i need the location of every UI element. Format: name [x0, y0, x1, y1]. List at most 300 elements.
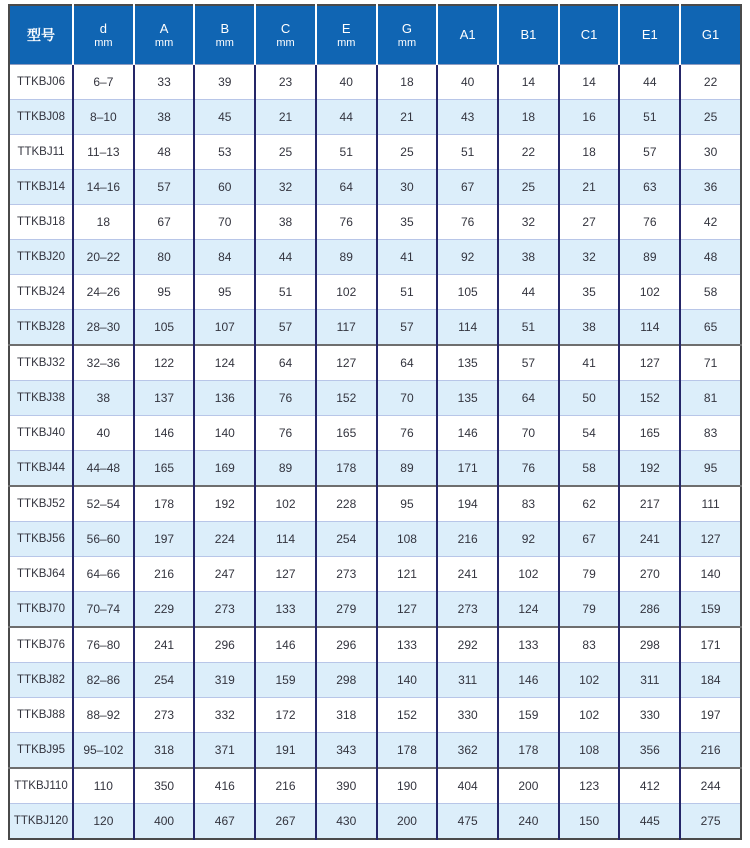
- value-cell-A1: 76: [437, 205, 498, 240]
- value-cell-G: 200: [377, 804, 438, 840]
- value-cell-E1: 76: [619, 205, 680, 240]
- model-cell: TTKBJ28: [9, 310, 73, 346]
- value-cell-G1: 30: [680, 135, 741, 170]
- col-header-unit: mm: [215, 36, 234, 49]
- value-cell-A: 197: [134, 522, 195, 557]
- value-cell-A1: 171: [437, 451, 498, 487]
- value-cell-B: 136: [194, 381, 255, 416]
- value-cell-G1: 81: [680, 381, 741, 416]
- value-cell-A1: 330: [437, 698, 498, 733]
- table-row: [9, 733, 741, 769]
- value-cell-G: 95: [377, 486, 438, 522]
- table-row: [9, 451, 741, 487]
- value-cell-C1: 18: [559, 135, 620, 170]
- value-cell-G: 133: [377, 627, 438, 663]
- table-row: [9, 275, 741, 310]
- value-cell-d: 76–80: [73, 627, 134, 663]
- value-cell-E: 117: [316, 310, 377, 346]
- value-cell-G: 152: [377, 698, 438, 733]
- value-cell-d: 110: [73, 768, 134, 804]
- model-cell: TTKBJ40: [9, 416, 73, 451]
- value-cell-E1: 192: [619, 451, 680, 487]
- value-cell-E1: 51: [619, 100, 680, 135]
- value-cell-C: 51: [255, 275, 316, 310]
- value-cell-G1: 65: [680, 310, 741, 346]
- value-cell-E1: 311: [619, 663, 680, 698]
- table-row: [9, 100, 741, 135]
- value-cell-C: 38: [255, 205, 316, 240]
- table-row: [9, 310, 741, 346]
- col-header-C: [255, 5, 316, 65]
- value-cell-d: 70–74: [73, 592, 134, 628]
- value-cell-G1: 127: [680, 522, 741, 557]
- value-cell-G: 18: [377, 65, 438, 100]
- value-cell-A: 165: [134, 451, 195, 487]
- value-cell-G1: 48: [680, 240, 741, 275]
- value-cell-A: 80: [134, 240, 195, 275]
- value-cell-C1: 21: [559, 170, 620, 205]
- table-header: [9, 5, 741, 65]
- value-cell-C1: 102: [559, 698, 620, 733]
- value-cell-E: 273: [316, 557, 377, 592]
- value-cell-E: 228: [316, 486, 377, 522]
- value-cell-C: 23: [255, 65, 316, 100]
- value-cell-E1: 330: [619, 698, 680, 733]
- value-cell-C: 102: [255, 486, 316, 522]
- value-cell-A1: 311: [437, 663, 498, 698]
- model-cell: TTKBJ24: [9, 275, 73, 310]
- value-cell-E: 430: [316, 804, 377, 840]
- col-header-unit: mm: [276, 36, 295, 49]
- value-cell-C1: 50: [559, 381, 620, 416]
- col-header-unit: mm: [337, 36, 356, 49]
- col-header-model: [9, 5, 73, 65]
- col-header-label: B: [220, 20, 230, 36]
- value-cell-G: 35: [377, 205, 438, 240]
- value-cell-G1: 216: [680, 733, 741, 769]
- value-cell-G: 140: [377, 663, 438, 698]
- value-cell-E: 127: [316, 345, 377, 381]
- col-header-G: [377, 5, 438, 65]
- value-cell-B1: 76: [498, 451, 559, 487]
- value-cell-E1: 44: [619, 65, 680, 100]
- value-cell-d: 56–60: [73, 522, 134, 557]
- value-cell-C1: 41: [559, 345, 620, 381]
- value-cell-B: 247: [194, 557, 255, 592]
- value-cell-G: 57: [377, 310, 438, 346]
- value-cell-G1: 58: [680, 275, 741, 310]
- value-cell-C1: 79: [559, 557, 620, 592]
- value-cell-d: 44–48: [73, 451, 134, 487]
- value-cell-C: 191: [255, 733, 316, 769]
- table-row: [9, 557, 741, 592]
- value-cell-A: 318: [134, 733, 195, 769]
- value-cell-E: 178: [316, 451, 377, 487]
- col-header-label: G1: [701, 27, 720, 42]
- value-cell-B: 95: [194, 275, 255, 310]
- value-cell-B: 169: [194, 451, 255, 487]
- value-cell-d: 64–66: [73, 557, 134, 592]
- value-cell-C1: 123: [559, 768, 620, 804]
- value-cell-G: 89: [377, 451, 438, 487]
- value-cell-B1: 83: [498, 486, 559, 522]
- value-cell-C1: 58: [559, 451, 620, 487]
- model-cell: TTKBJ110: [9, 768, 73, 804]
- value-cell-E: 298: [316, 663, 377, 698]
- value-cell-E1: 241: [619, 522, 680, 557]
- value-cell-E: 44: [316, 100, 377, 135]
- value-cell-E1: 114: [619, 310, 680, 346]
- table-row: [9, 663, 741, 698]
- value-cell-G: 21: [377, 100, 438, 135]
- model-cell: TTKBJ06: [9, 65, 73, 100]
- value-cell-G1: 111: [680, 486, 741, 522]
- table-row: [9, 381, 741, 416]
- value-cell-B1: 22: [498, 135, 559, 170]
- value-cell-C1: 14: [559, 65, 620, 100]
- value-cell-G1: 83: [680, 416, 741, 451]
- value-cell-E: 343: [316, 733, 377, 769]
- value-cell-C: 267: [255, 804, 316, 840]
- value-cell-B: 192: [194, 486, 255, 522]
- table-row: [9, 592, 741, 628]
- value-cell-C: 159: [255, 663, 316, 698]
- value-cell-G1: 22: [680, 65, 741, 100]
- table-row: [9, 698, 741, 733]
- model-cell: TTKBJ82: [9, 663, 73, 698]
- value-cell-G1: 275: [680, 804, 741, 840]
- col-header-label: C: [280, 20, 291, 36]
- value-cell-G1: 36: [680, 170, 741, 205]
- col-header-C1: [559, 5, 620, 65]
- value-cell-E1: 217: [619, 486, 680, 522]
- value-cell-G1: 71: [680, 345, 741, 381]
- value-cell-C: 89: [255, 451, 316, 487]
- model-cell: TTKBJ08: [9, 100, 73, 135]
- value-cell-E: 390: [316, 768, 377, 804]
- value-cell-A: 57: [134, 170, 195, 205]
- value-cell-A: 216: [134, 557, 195, 592]
- value-cell-B1: 240: [498, 804, 559, 840]
- value-cell-G1: 159: [680, 592, 741, 628]
- value-cell-A1: 292: [437, 627, 498, 663]
- value-cell-B1: 64: [498, 381, 559, 416]
- value-cell-A1: 67: [437, 170, 498, 205]
- value-cell-C1: 16: [559, 100, 620, 135]
- value-cell-d: 32–36: [73, 345, 134, 381]
- value-cell-C1: 67: [559, 522, 620, 557]
- value-cell-E1: 165: [619, 416, 680, 451]
- value-cell-E1: 270: [619, 557, 680, 592]
- table-body: [9, 65, 741, 840]
- value-cell-B1: 70: [498, 416, 559, 451]
- value-cell-A1: 362: [437, 733, 498, 769]
- col-header-label: C1: [580, 27, 598, 42]
- value-cell-B1: 159: [498, 698, 559, 733]
- col-header-label: A1: [459, 27, 476, 42]
- value-cell-B1: 57: [498, 345, 559, 381]
- value-cell-C: 146: [255, 627, 316, 663]
- value-cell-C: 44: [255, 240, 316, 275]
- col-header-label: B1: [520, 27, 537, 42]
- value-cell-E1: 356: [619, 733, 680, 769]
- value-cell-E: 165: [316, 416, 377, 451]
- value-cell-E1: 152: [619, 381, 680, 416]
- value-cell-G1: 25: [680, 100, 741, 135]
- value-cell-d: 40: [73, 416, 134, 451]
- value-cell-C: 127: [255, 557, 316, 592]
- value-cell-C1: 38: [559, 310, 620, 346]
- value-cell-A: 229: [134, 592, 195, 628]
- value-cell-B1: 14: [498, 65, 559, 100]
- value-cell-d: 11–13: [73, 135, 134, 170]
- col-header-unit: mm: [94, 36, 113, 49]
- value-cell-G1: 42: [680, 205, 741, 240]
- value-cell-B1: 133: [498, 627, 559, 663]
- value-cell-C1: 62: [559, 486, 620, 522]
- table-row: [9, 768, 741, 804]
- col-header-label: d: [99, 20, 107, 36]
- value-cell-G: 30: [377, 170, 438, 205]
- value-cell-d: 120: [73, 804, 134, 840]
- value-cell-A1: 241: [437, 557, 498, 592]
- value-cell-B1: 25: [498, 170, 559, 205]
- value-cell-B: 467: [194, 804, 255, 840]
- model-cell: TTKBJ38: [9, 381, 73, 416]
- value-cell-E: 152: [316, 381, 377, 416]
- value-cell-B: 39: [194, 65, 255, 100]
- table-row: [9, 170, 741, 205]
- col-header-A1: [437, 5, 498, 65]
- model-cell: TTKBJ14: [9, 170, 73, 205]
- value-cell-C: 57: [255, 310, 316, 346]
- col-header-label: A: [159, 20, 169, 36]
- value-cell-C1: 150: [559, 804, 620, 840]
- value-cell-G: 76: [377, 416, 438, 451]
- value-cell-C1: 83: [559, 627, 620, 663]
- value-cell-B1: 32: [498, 205, 559, 240]
- value-cell-E: 296: [316, 627, 377, 663]
- value-cell-d: 24–26: [73, 275, 134, 310]
- value-cell-d: 20–22: [73, 240, 134, 275]
- value-cell-E: 279: [316, 592, 377, 628]
- value-cell-C: 216: [255, 768, 316, 804]
- model-cell: TTKBJ64: [9, 557, 73, 592]
- value-cell-A1: 475: [437, 804, 498, 840]
- table-row: [9, 486, 741, 522]
- table-row: [9, 240, 741, 275]
- value-cell-d: 28–30: [73, 310, 134, 346]
- value-cell-A1: 135: [437, 345, 498, 381]
- value-cell-B1: 38: [498, 240, 559, 275]
- value-cell-B1: 200: [498, 768, 559, 804]
- value-cell-C1: 32: [559, 240, 620, 275]
- value-cell-A: 400: [134, 804, 195, 840]
- value-cell-G: 25: [377, 135, 438, 170]
- value-cell-A: 146: [134, 416, 195, 451]
- col-header-E1: [619, 5, 680, 65]
- value-cell-A1: 51: [437, 135, 498, 170]
- col-header-label: G: [401, 20, 413, 36]
- value-cell-B: 60: [194, 170, 255, 205]
- table-row: [9, 135, 741, 170]
- value-cell-A: 105: [134, 310, 195, 346]
- value-cell-B: 319: [194, 663, 255, 698]
- value-cell-B: 45: [194, 100, 255, 135]
- value-cell-B: 371: [194, 733, 255, 769]
- value-cell-B: 107: [194, 310, 255, 346]
- value-cell-B: 70: [194, 205, 255, 240]
- value-cell-A1: 114: [437, 310, 498, 346]
- value-cell-A1: 194: [437, 486, 498, 522]
- spec-table: [8, 4, 742, 840]
- spec-table-container: [8, 4, 742, 840]
- value-cell-d: 14–16: [73, 170, 134, 205]
- value-cell-A: 137: [134, 381, 195, 416]
- value-cell-d: 88–92: [73, 698, 134, 733]
- value-cell-E1: 57: [619, 135, 680, 170]
- value-cell-G: 190: [377, 768, 438, 804]
- value-cell-C1: 102: [559, 663, 620, 698]
- value-cell-C: 76: [255, 381, 316, 416]
- value-cell-B: 53: [194, 135, 255, 170]
- value-cell-d: 8–10: [73, 100, 134, 135]
- model-cell: TTKBJ18: [9, 205, 73, 240]
- value-cell-G1: 244: [680, 768, 741, 804]
- value-cell-d: 82–86: [73, 663, 134, 698]
- table-row: [9, 522, 741, 557]
- value-cell-A: 241: [134, 627, 195, 663]
- value-cell-d: 18: [73, 205, 134, 240]
- value-cell-A: 122: [134, 345, 195, 381]
- value-cell-E1: 127: [619, 345, 680, 381]
- table-row: [9, 804, 741, 840]
- value-cell-d: 52–54: [73, 486, 134, 522]
- table-row: [9, 345, 741, 381]
- value-cell-B: 416: [194, 768, 255, 804]
- value-cell-C: 64: [255, 345, 316, 381]
- col-header-G1: [680, 5, 741, 65]
- col-header-label: E1: [641, 27, 658, 42]
- value-cell-A1: 92: [437, 240, 498, 275]
- value-cell-B: 124: [194, 345, 255, 381]
- col-header-unit: mm: [154, 36, 174, 49]
- model-cell: TTKBJ11: [9, 135, 73, 170]
- value-cell-A1: 146: [437, 416, 498, 451]
- value-cell-A: 95: [134, 275, 195, 310]
- col-header-label: 型号: [27, 27, 55, 43]
- value-cell-A1: 216: [437, 522, 498, 557]
- value-cell-E1: 89: [619, 240, 680, 275]
- value-cell-C1: 27: [559, 205, 620, 240]
- model-cell: TTKBJ76: [9, 627, 73, 663]
- value-cell-E1: 286: [619, 592, 680, 628]
- value-cell-B1: 44: [498, 275, 559, 310]
- model-cell: TTKBJ20: [9, 240, 73, 275]
- value-cell-A1: 40: [437, 65, 498, 100]
- value-cell-G: 108: [377, 522, 438, 557]
- value-cell-d: 6–7: [73, 65, 134, 100]
- value-cell-B1: 124: [498, 592, 559, 628]
- model-cell: TTKBJ56: [9, 522, 73, 557]
- value-cell-C1: 35: [559, 275, 620, 310]
- value-cell-G: 127: [377, 592, 438, 628]
- value-cell-A: 67: [134, 205, 195, 240]
- value-cell-G1: 171: [680, 627, 741, 663]
- value-cell-A1: 43: [437, 100, 498, 135]
- value-cell-E: 51: [316, 135, 377, 170]
- value-cell-E: 318: [316, 698, 377, 733]
- value-cell-G: 51: [377, 275, 438, 310]
- value-cell-G1: 184: [680, 663, 741, 698]
- value-cell-C: 32: [255, 170, 316, 205]
- col-header-E: [316, 5, 377, 65]
- value-cell-E: 76: [316, 205, 377, 240]
- value-cell-A: 38: [134, 100, 195, 135]
- value-cell-G1: 140: [680, 557, 741, 592]
- value-cell-A1: 105: [437, 275, 498, 310]
- value-cell-B: 296: [194, 627, 255, 663]
- value-cell-A: 33: [134, 65, 195, 100]
- value-cell-G: 41: [377, 240, 438, 275]
- value-cell-C: 25: [255, 135, 316, 170]
- value-cell-E: 89: [316, 240, 377, 275]
- value-cell-B1: 102: [498, 557, 559, 592]
- value-cell-A: 350: [134, 768, 195, 804]
- value-cell-B1: 178: [498, 733, 559, 769]
- value-cell-C1: 108: [559, 733, 620, 769]
- value-cell-A: 178: [134, 486, 195, 522]
- value-cell-C: 114: [255, 522, 316, 557]
- col-header-d: [73, 5, 134, 65]
- model-cell: TTKBJ52: [9, 486, 73, 522]
- model-cell: TTKBJ88: [9, 698, 73, 733]
- value-cell-B: 224: [194, 522, 255, 557]
- value-cell-B1: 92: [498, 522, 559, 557]
- model-cell: TTKBJ70: [9, 592, 73, 628]
- table-row: [9, 65, 741, 100]
- value-cell-C: 76: [255, 416, 316, 451]
- value-cell-A1: 135: [437, 381, 498, 416]
- value-cell-E: 64: [316, 170, 377, 205]
- value-cell-B: 273: [194, 592, 255, 628]
- model-cell: TTKBJ32: [9, 345, 73, 381]
- value-cell-B1: 146: [498, 663, 559, 698]
- value-cell-E1: 445: [619, 804, 680, 840]
- value-cell-E: 102: [316, 275, 377, 310]
- model-cell: TTKBJ120: [9, 804, 73, 840]
- value-cell-E1: 298: [619, 627, 680, 663]
- value-cell-B1: 51: [498, 310, 559, 346]
- value-cell-G1: 197: [680, 698, 741, 733]
- col-header-label: E: [341, 20, 351, 36]
- value-cell-B1: 18: [498, 100, 559, 135]
- value-cell-E1: 412: [619, 768, 680, 804]
- col-header-unit: mm: [397, 36, 417, 49]
- table-row: [9, 416, 741, 451]
- col-header-B: [194, 5, 255, 65]
- model-cell: TTKBJ95: [9, 733, 73, 769]
- value-cell-B: 84: [194, 240, 255, 275]
- value-cell-A: 254: [134, 663, 195, 698]
- value-cell-C: 172: [255, 698, 316, 733]
- value-cell-A: 273: [134, 698, 195, 733]
- value-cell-E: 40: [316, 65, 377, 100]
- value-cell-G: 178: [377, 733, 438, 769]
- value-cell-E1: 63: [619, 170, 680, 205]
- value-cell-C1: 54: [559, 416, 620, 451]
- value-cell-C: 133: [255, 592, 316, 628]
